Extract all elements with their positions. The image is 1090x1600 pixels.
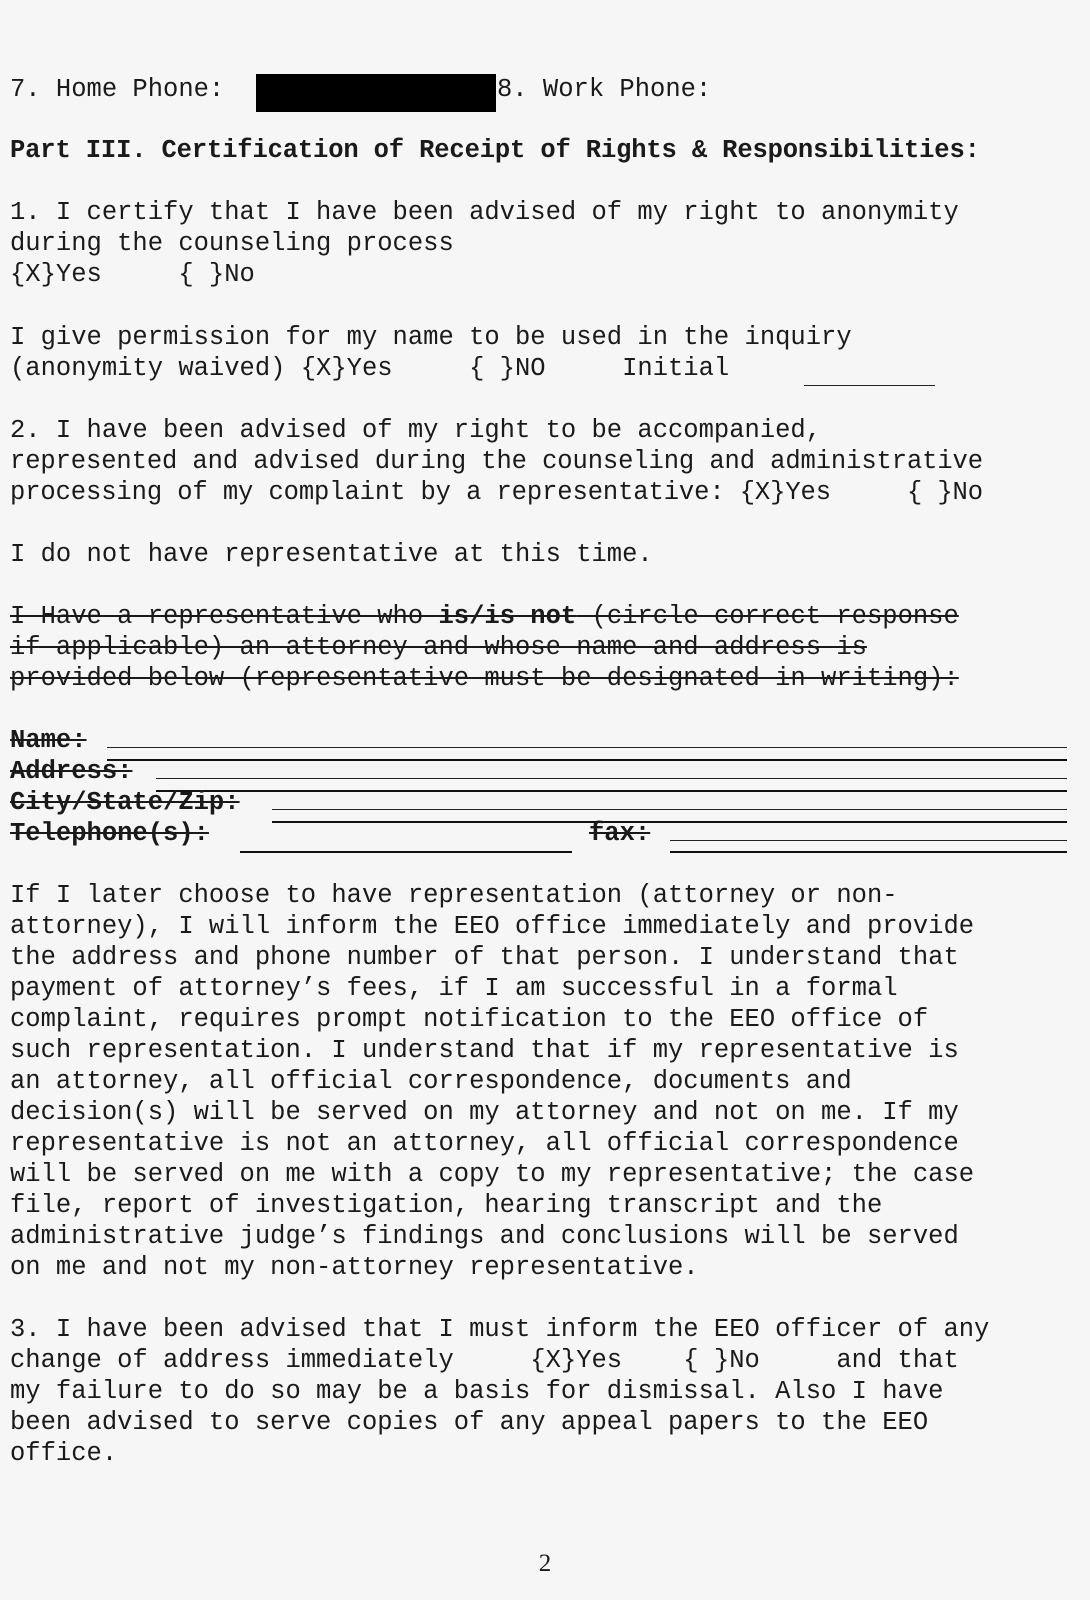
rep-para-line: representative is not an attorney, all official correspondence (10, 1129, 959, 1158)
rep-telephone-label: Telephone(s): (10, 819, 209, 848)
item1-choice: {X}Yes { }No (10, 260, 255, 289)
initial-line (804, 385, 935, 386)
rep-city-label: City/State/Zip: (10, 788, 240, 817)
rep-para-line: decision(s) will be served on my attorney and not on me. If my (10, 1098, 959, 1127)
rep-para-line: an attorney, all official correspondence, documents and (10, 1067, 852, 1096)
rep-city-line (272, 821, 1067, 823)
rep-para-line: complaint, requires prompt notification to the EEO office of (10, 1005, 929, 1034)
rep-para-line: If I later choose to have representation (attorney or non- (10, 881, 898, 910)
rep-address-label: Address: (10, 757, 133, 786)
rep-address-strike (156, 778, 1067, 779)
item1-line1: 1. I certify that I have been advised of my right to anonymity (10, 198, 959, 227)
item2-line3: processing of my complaint by a representative: {X}Yes { }No (10, 478, 983, 507)
struck-line1-bold: is/is not (438, 602, 577, 631)
item1-line2: during the counseling process (10, 229, 454, 258)
item3-line: my failure to do so may be a basis for dismissal. Also I have (10, 1377, 944, 1406)
rep-fax-strike (670, 840, 1067, 841)
struck-line1 (10, 601, 959, 632)
struck-line1-b: (circle correct response (576, 602, 959, 631)
rep-para-line: administrative judge’s findings and conclusions will be served (10, 1222, 959, 1251)
page-number: 2 (538, 1550, 552, 1577)
item3-line: 3. I have been advised that I must inform the EEO officer of any (10, 1315, 990, 1344)
rep-para-line: on me and not my non-attorney representative. (10, 1253, 699, 1282)
rep-fax-label: fax: (589, 819, 651, 848)
home-phone-label: 7. Home Phone: (10, 75, 225, 104)
permission-line2: (anonymity waived) {X}Yes { }NO Initial (10, 354, 730, 383)
no-representative-text: I do not have representative at this time. (10, 540, 653, 569)
permission-line1: I give permission for my name to be used in the inquiry (10, 323, 852, 352)
rep-name-line (107, 759, 1067, 761)
rep-name-strike (107, 747, 1067, 748)
item3-line: been advised to serve copies of any appeal papers to the EEO (10, 1408, 929, 1437)
rep-para-line: attorney), I will inform the EEO office immediately and provide (10, 912, 975, 941)
rep-para-line: such representation. I understand that if my representative is (10, 1036, 959, 1065)
item3-line: office. (10, 1439, 118, 1468)
struck-line2: if applicable) an attorney and whose name and address is (10, 633, 867, 662)
item3-line: change of address immediately {X}Yes { }No and that (10, 1346, 959, 1375)
work-phone-label: 8. Work Phone: (497, 75, 712, 104)
rep-address-line (156, 790, 1067, 792)
redacted-home-phone (256, 74, 496, 112)
item2-line2: represented and advised during the counseling and administrative (10, 447, 983, 476)
rep-telephone-line (240, 851, 572, 853)
struck-line3: provided below (representative must be designated in writing): (10, 664, 959, 693)
rep-name-label: Name: (10, 726, 87, 755)
rep-para-line: the address and phone number of that person. I understand that (10, 943, 959, 972)
rep-para-line: payment of attorney’s fees, if I am successful in a formal (10, 974, 898, 1003)
part3-heading: Part III. Certification of Receipt of Rights & Responsibilities: (10, 136, 980, 165)
rep-fax-line (670, 851, 1067, 853)
item2-line1: 2. I have been advised of my right to be accompanied, (10, 416, 822, 445)
struck-line1-a: I Have a representative who (10, 602, 439, 631)
rep-para-line: will be served on me with a copy to my representative; the case (10, 1160, 975, 1189)
rep-city-strike (272, 809, 1067, 810)
rep-para-line: file, report of investigation, hearing transcript and the (10, 1191, 883, 1220)
